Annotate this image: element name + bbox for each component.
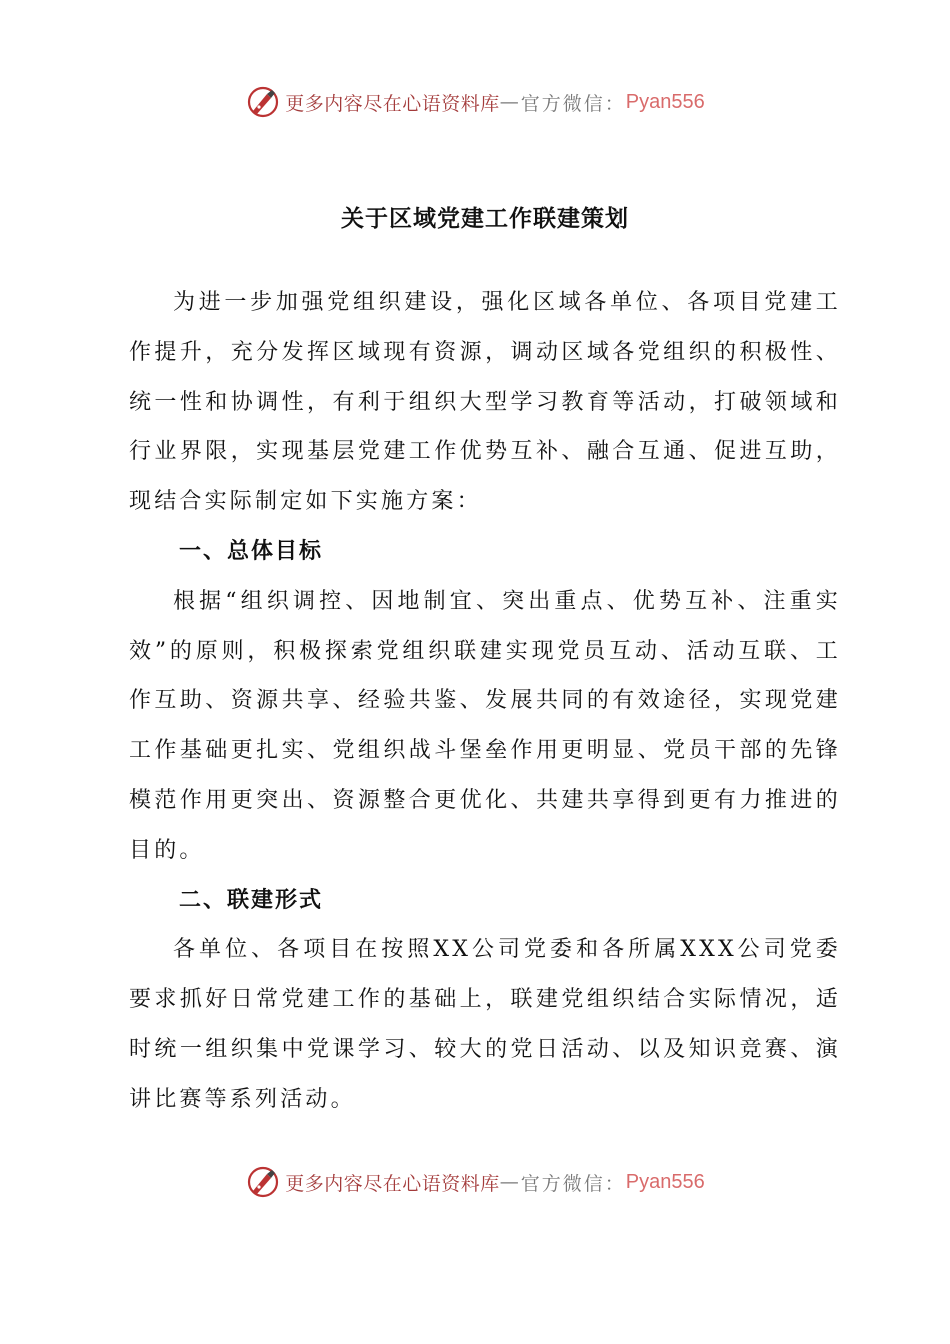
promo-text: 更多内容尽在心语资料库 <box>285 1172 500 1195</box>
pen-nib-logo-icon <box>245 84 281 120</box>
section-heading-2: 二、联建形式 <box>179 886 324 913</box>
document-title: 关于区域党建工作联建策划 <box>341 205 629 232</box>
footer-banner <box>0 1162 950 1202</box>
pen-nib-logo-icon <box>245 1164 281 1200</box>
wechat-id: Pyan556 <box>625 1170 705 1193</box>
promo-text: 更多内容尽在心语资料库 <box>285 92 500 115</box>
section-paragraph-1: 根据“组织调控、因地制宜、突出重点、优势互补、注重实效”的原则，积极探索党组织联建实现党员互动、活动互联、工作互助、资源共享、经验共鉴、发展共同的有效途径，实现党建工作基础更扎实、党组织战斗堡垒作用更明显、党员干部的先锋模范作用更突出、资源整合更优化、共建共享得到更有力推进的目的。 <box>129 588 841 863</box>
header-banner <box>0 82 950 122</box>
section-paragraph-2: 各单位、各项目在按照XX公司党委和各所属XXX公司党委要求抓好日常党建工作的基础上，联建党组织结合实际情况，适时统一组织集中党课学习、较大的党日活动、以及知识竞赛、演讲比赛等系列活动。 <box>129 937 841 1112</box>
section-heading-1: 一、总体目标 <box>179 537 324 564</box>
wechat-id: Pyan556 <box>625 90 705 113</box>
intro-paragraph: 为进一步加强党组织建设，强化区域各单位、各项目党建工作提升，充分发挥区域现有资源，调动区域各党组织的积极性、统一性和协调性，有利于组织大型学习教育等活动，打破领域和行业界限，实现基层党建工作优势互补、融合互通、促进互助，现结合实际制定如下实施方案： <box>129 290 841 515</box>
document-body <box>129 200 841 1125</box>
wechat-label: 官方微信： <box>520 1172 626 1195</box>
wechat-label: 官方微信： <box>520 92 626 115</box>
dash: — <box>499 1171 521 1193</box>
dash: — <box>499 91 521 113</box>
